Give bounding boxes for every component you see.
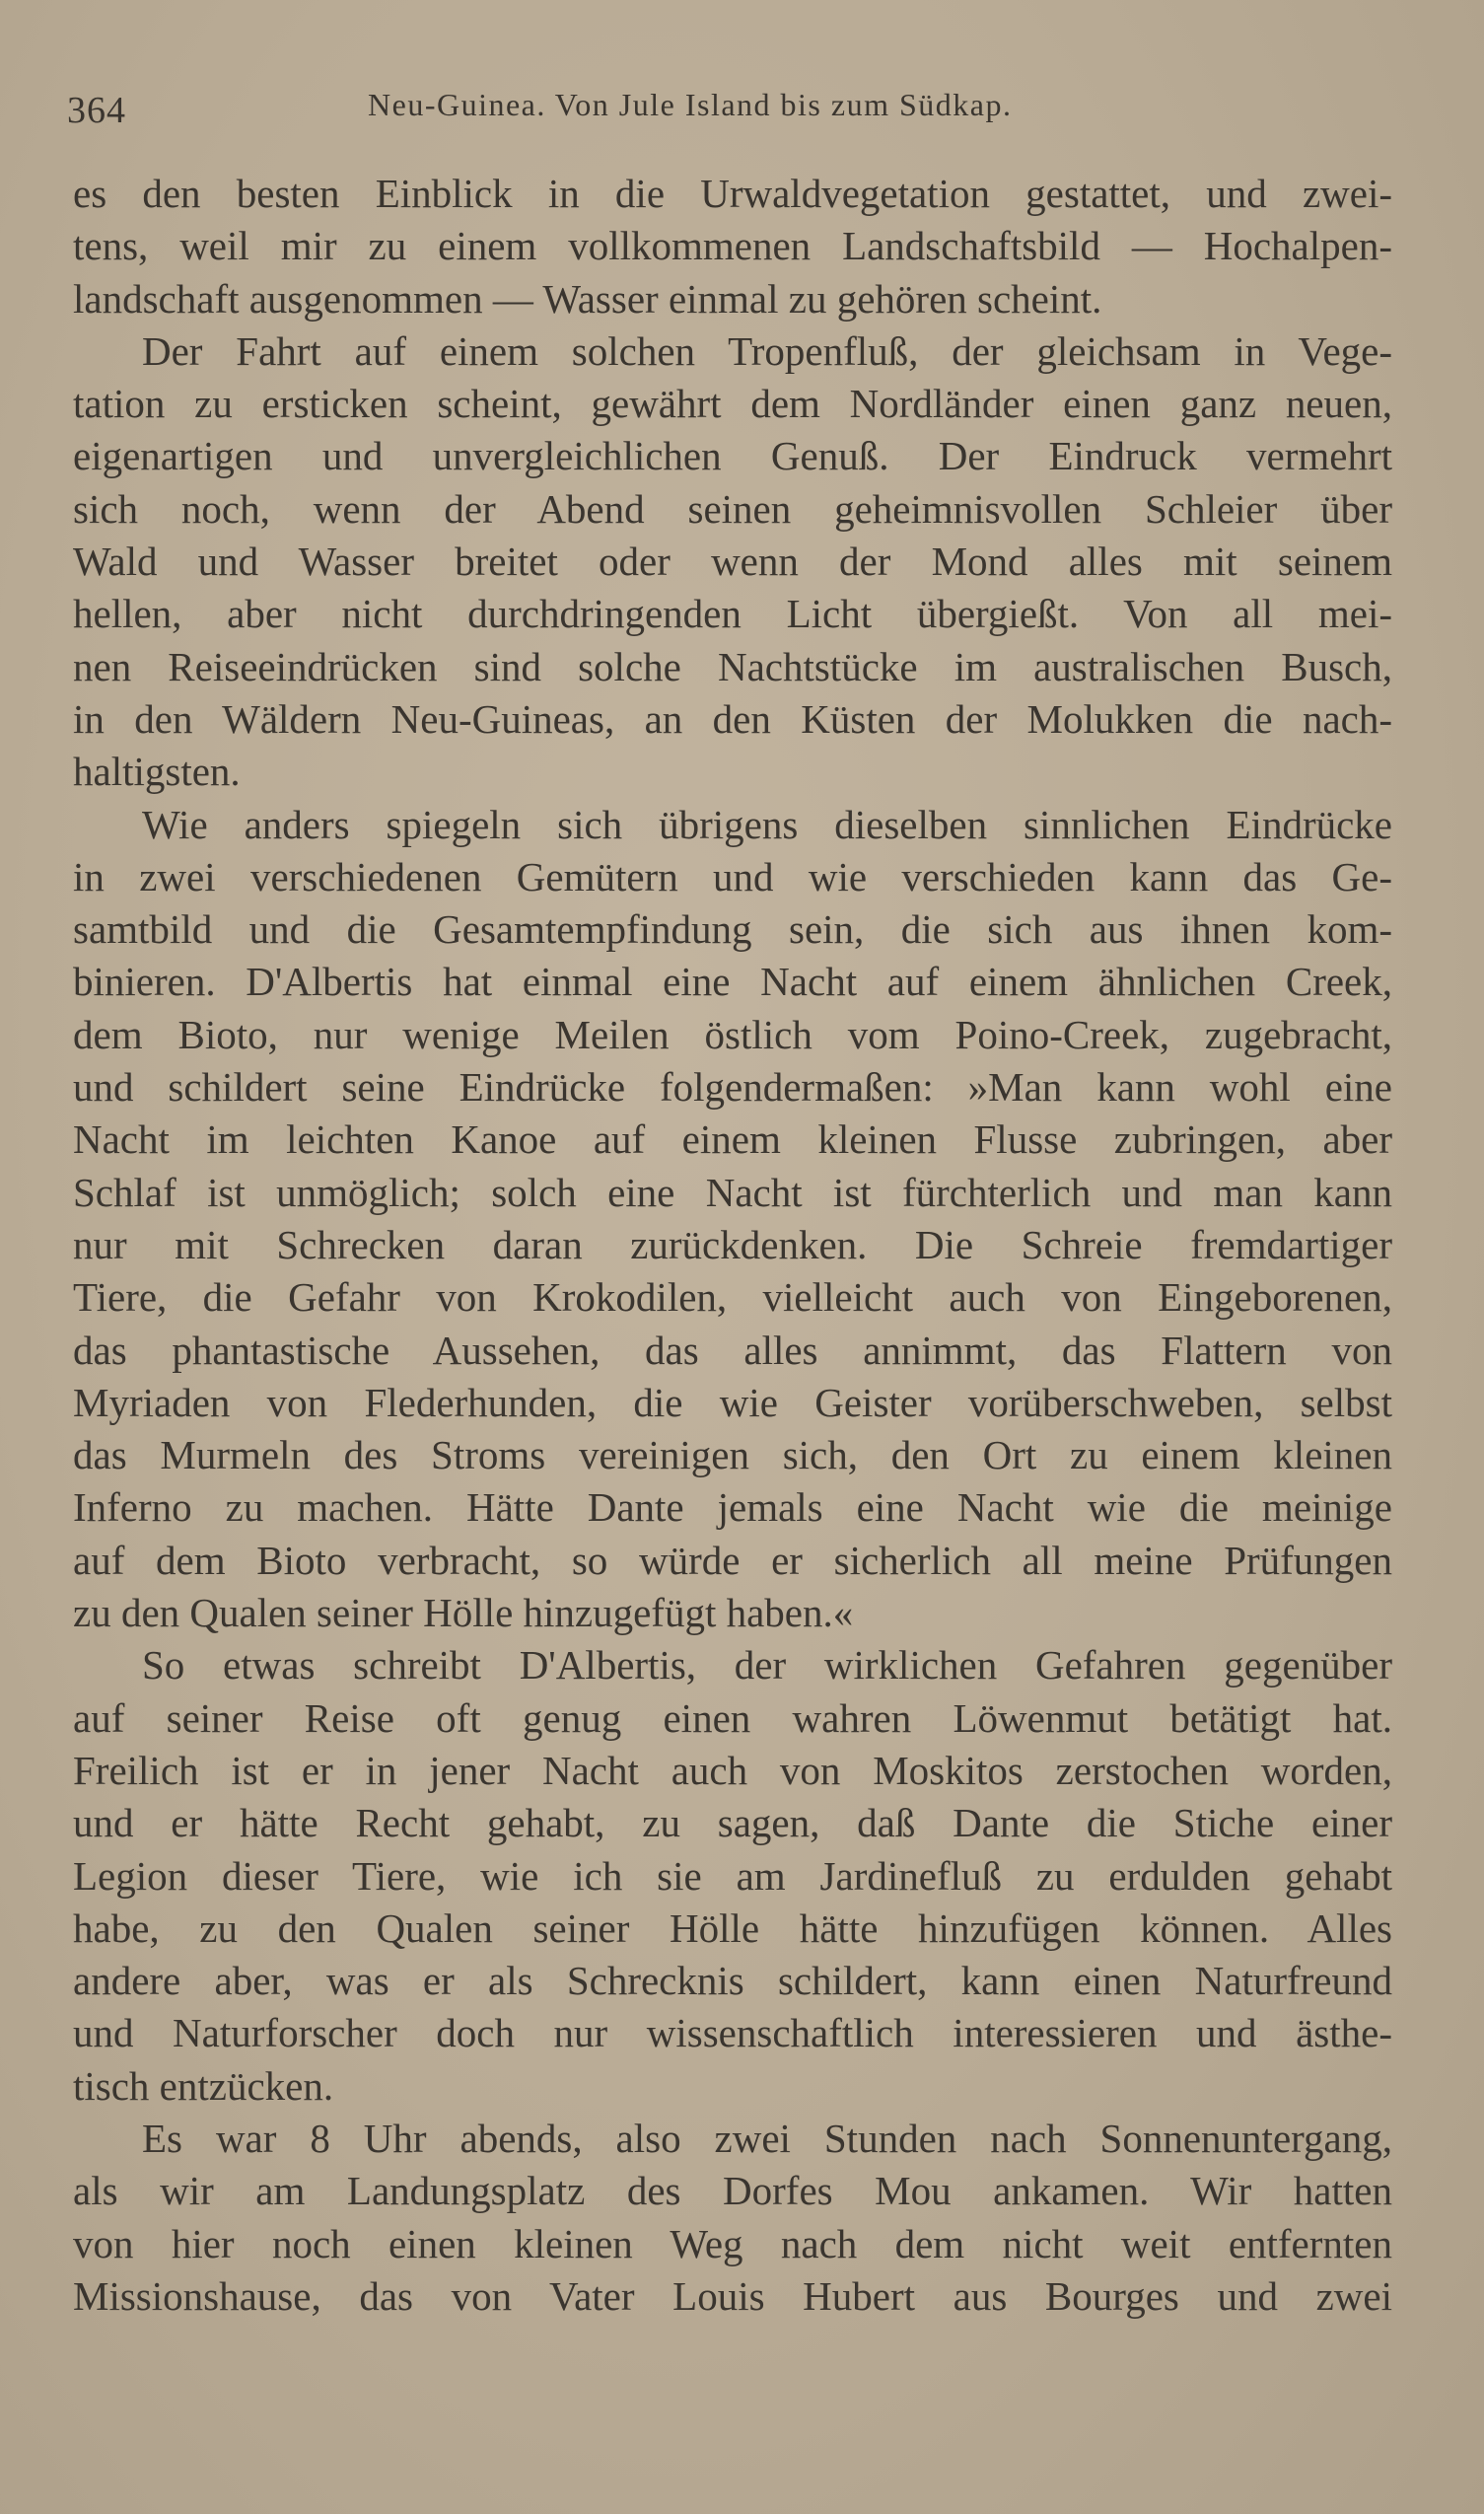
text-line: es den besten Einblick in die Urwaldvegetation gestattet, und zwei-: [73, 171, 1392, 216]
text-line: Wie anders spiegeln sich übrigens dieselben sinnlichen Eindrücke: [142, 801, 1392, 847]
text-line: Der Fahrt auf einem solchen Tropenfluß, der gleichsam in Vege-: [142, 327, 1392, 374]
text-line: von hier noch einen kleinen Weg nach dem nicht weit entfernten: [73, 2220, 1392, 2266]
text-line: auf seiner Reise oft genug einen wahren Löwenmut betätigt hat.: [73, 1694, 1392, 1741]
text-line: Freilich ist er in jener Nacht auch von Moskitos zerstochen worden,: [73, 1747, 1392, 1793]
paragraph: [73, 168, 1392, 325]
text-line: zu den Qualen seiner Hölle hinzugefügt haben.«: [73, 1590, 854, 1636]
text-line: eigenartigen und unvergleichlichen Genuß. Der Eindruck vermehrt: [73, 433, 1392, 479]
text-line: andere aber, was er als Schrecknis schildert, kann einen Naturfreund: [73, 1958, 1392, 2004]
text-line: hellen, aber nicht durchdringenden Licht übergießt. Von all mei-: [73, 591, 1392, 637]
text-line: landschaft ausgenommen — Wasser einmal zu gehören scheint.: [73, 275, 1102, 322]
text-line: Wald und Wasser breitet oder wenn der Mond alles mit seinem: [73, 539, 1392, 585]
text-line: haltigsten.: [73, 749, 241, 795]
text-line: sich noch, wenn der Abend seinen geheimnisvollen Schleier über: [73, 485, 1392, 532]
text-line: dem Bioto, nur wenige Meilen östlich vom Poino-Creek, zugebracht,: [73, 1011, 1392, 1057]
paragraph: [73, 2113, 1392, 2323]
text-line: in zwei verschiedenen Gemütern und wie verschieden kann das Ge-: [73, 853, 1392, 899]
text-line: nur mit Schrecken daran zurückdenken. Die Schreie fremdartiger: [73, 1221, 1392, 1267]
text-line: Schlaf ist unmöglich; solch eine Nacht ist fürchterlich und man kann: [73, 1169, 1392, 1215]
text-line: das Murmeln des Stroms vereinigen sich, den Ort zu einem kleinen: [73, 1432, 1392, 1478]
text-line: Es war 8 Uhr abends, also zwei Stunden nach Sonnenuntergang,: [142, 2115, 1392, 2161]
text-line: tens, weil mir zu einem vollkommenen Landschaftsbild — Hochalpen-: [73, 223, 1392, 269]
page-number: 364: [67, 90, 126, 131]
text-line: samtbild und die Gesamtempfindung sein, die sich aus ihnen kom-: [73, 906, 1392, 953]
text-line: und er hätte Recht gehabt, zu sagen, daß Dante die Stiche einer: [73, 1800, 1392, 1846]
text-line: Inferno zu machen. Hätte Dante jemals eine Nacht wie die meinige: [73, 1484, 1392, 1531]
paragraph: [73, 1639, 1392, 2113]
text-line: nen Reiseeindrücken sind solche Nachtstücke im australischen Busch,: [73, 643, 1392, 689]
text-line: Nacht im leichten Kanoe auf einem kleinen Flusse zubringen, aber: [73, 1116, 1392, 1163]
text-line: Tiere, die Gefahr von Krokodilen, vielleicht auch von Eingeborenen,: [73, 1274, 1392, 1321]
text-line: Legion dieser Tiere, wie ich sie am Jardinefluß zu erdulden gehabt: [73, 1852, 1392, 1899]
page-header: [67, 81, 1405, 136]
paragraph: [73, 325, 1392, 799]
text-line: habe, zu den Qualen seiner Hölle hätte hinzufügen können. Alles: [73, 1904, 1392, 1951]
text-line: das phantastische Aussehen, das alles annimmt, das Flattern von: [73, 1327, 1392, 1373]
paragraph: [73, 799, 1392, 1640]
text-line: und schildert seine Eindrücke folgendermaßen: »Man kann wohl eine: [73, 1064, 1392, 1111]
text-line: So etwas schreibt D'Albertis, der wirklichen Gefahren gegenüber: [142, 1642, 1392, 1688]
text-line: Myriaden von Flederhunden, die wie Geister vorüberschweben, selbst: [73, 1379, 1392, 1425]
text-line: Missionshause, das von Vater Louis Hubert aus Bourges und zwei: [73, 2272, 1392, 2319]
text-line: auf dem Bioto verbracht, so würde er sicherlich all meine Prüfungen: [73, 1537, 1392, 1583]
text-line: als wir am Landungsplatz des Dorfes Mou ankamen. Wir hatten: [73, 2168, 1392, 2214]
text-line: und Naturforscher doch nur wissenschaftlich interessieren und ästhe-: [73, 2010, 1392, 2056]
text-line: binieren. D'Albertis hat einmal eine Nacht auf einem ähnlichen Creek,: [73, 959, 1392, 1005]
body-text: [73, 168, 1392, 2323]
text-line: tation zu ersticken scheint, gewährt dem Nordländer einen ganz neuen,: [73, 381, 1392, 427]
text-line: tisch entzücken.: [73, 2062, 334, 2109]
text-line: in den Wäldern Neu-Guineas, an den Küsten der Molukken die nach-: [73, 695, 1392, 742]
running-head: Neu-Guinea. Von Jule Island bis zum Südkap.: [368, 87, 1013, 122]
